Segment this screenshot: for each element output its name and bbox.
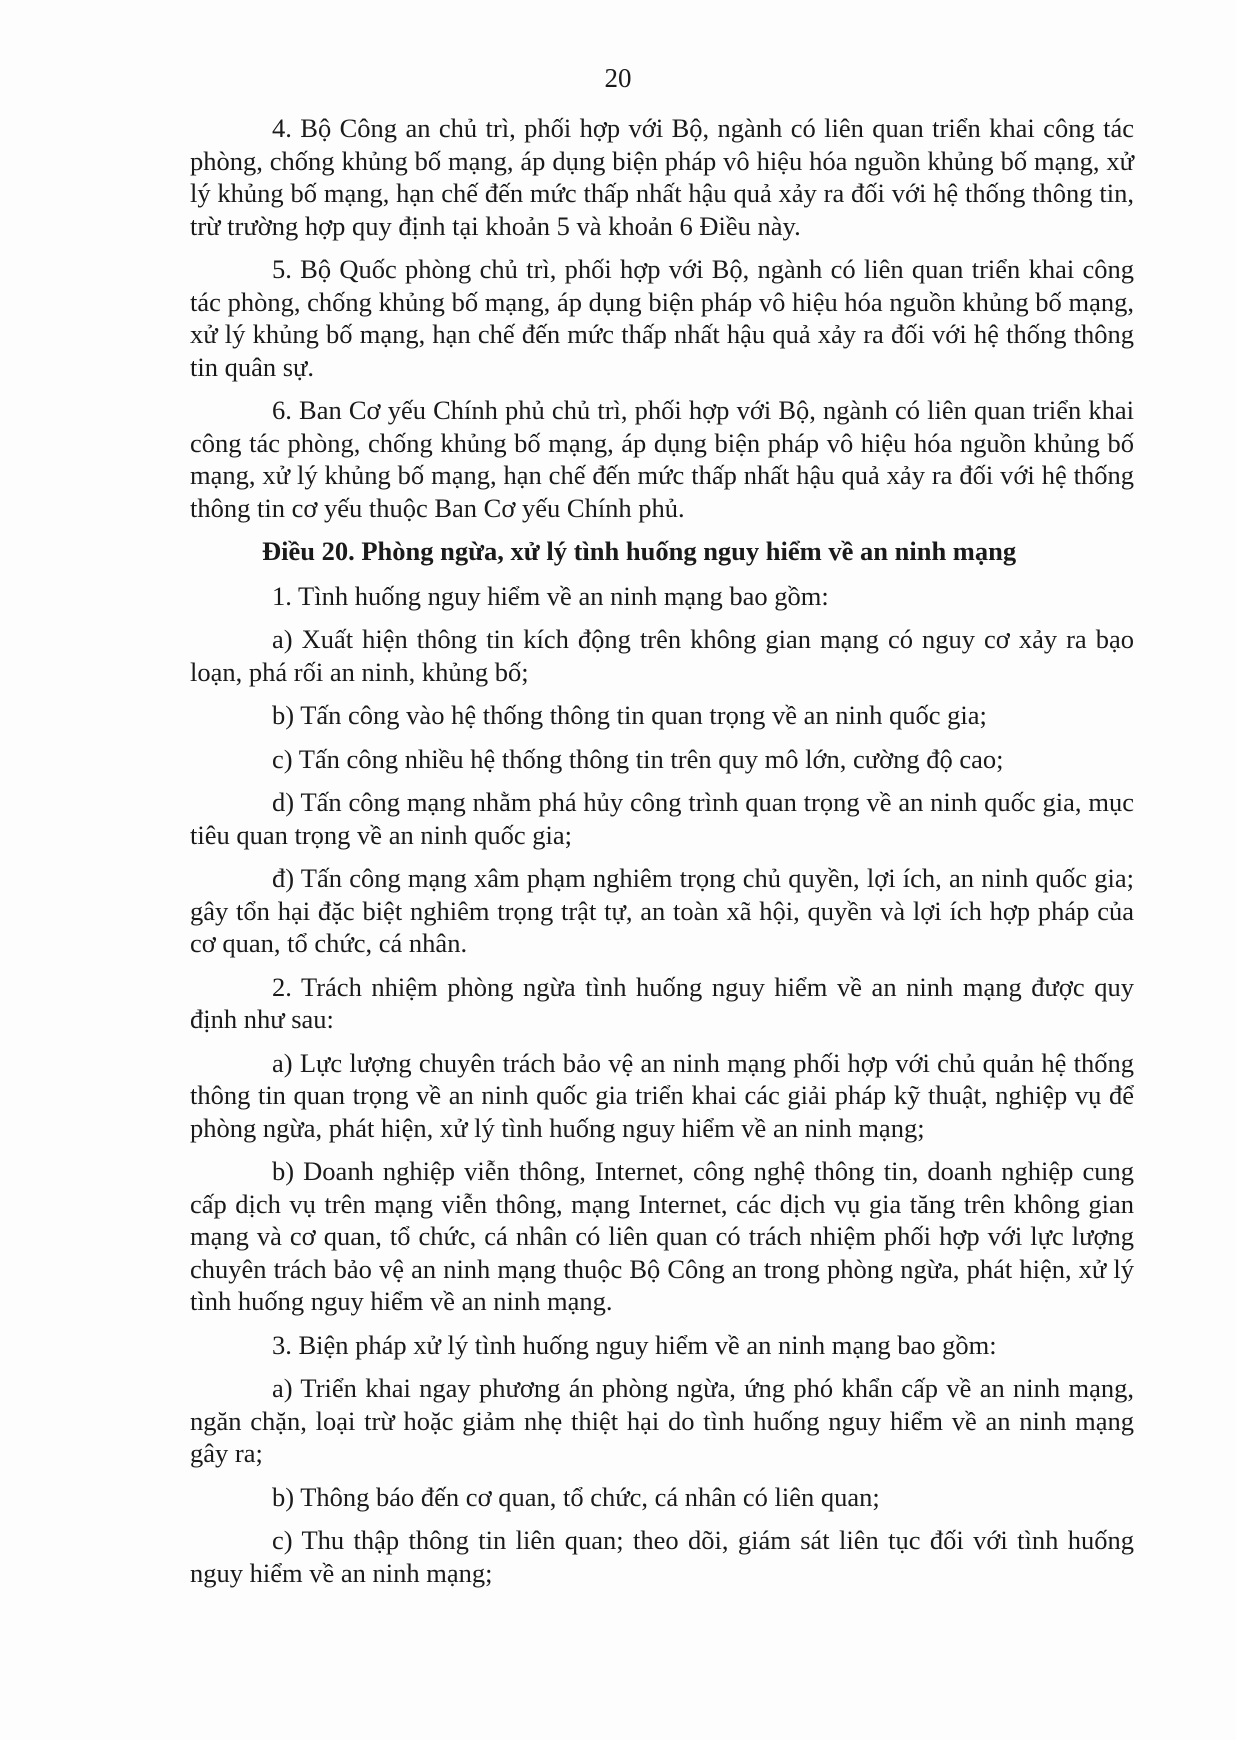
clause-2-point-a: a) Lực lượng chuyên trách bảo vệ an ninh mạng phối hợp với chủ quản hệ thống thông tin quan trọng về an ninh quốc gia triển khai các giải pháp kỹ thuật, nghiệp vụ để phòng ngừa, phát hiện, xử lý tình huống nguy hiểm về an ninh mạng;: [190, 1047, 1134, 1143]
clause-3-point-c: c) Thu thập thông tin liên quan; theo dõi, giám sát liên tục đối với tình huống nguy hiểm về an ninh mạng;: [190, 1525, 1134, 1588]
article-20-clause-2: 2. Trách nhiệm phòng ngừa tình huống nguy hiểm về an ninh mạng được quy định như sau:: [190, 971, 1134, 1034]
clause-1-point-d: d) Tấn công mạng nhằm phá hủy công trình quan trọng về an ninh quốc gia, mục tiêu quan trọng về an ninh quốc gia;: [190, 787, 1134, 850]
clause-1-point-b: b) Tấn công vào hệ thống thông tin quan trọng về an ninh quốc gia;: [272, 700, 987, 730]
clause-4-paragraph: 4. Bộ Công an chủ trì, phối hợp với Bộ, ngành có liên quan triển khai công tác phòng, chống khủng bố mạng, áp dụng biện pháp vô hiệu hóa nguồn khủng bố mạng, xử lý khủng bố mạng, hạn chế đến mức thấp nhất hậu quả xảy ra đối với hệ thống thông tin, trừ trường hợp quy định tại khoản 5 và khoản 6 Điều này.: [190, 113, 1134, 241]
article-20-clause-1: 1. Tình huống nguy hiểm về an ninh mạng bao gồm:: [272, 580, 829, 611]
article-20-heading: Điều 20. Phòng ngừa, xử lý tình huống nguy hiểm về an ninh mạng: [262, 536, 1017, 566]
document-body: [190, 112, 1134, 1600]
article-20-clause-3: 3. Biện pháp xử lý tình huống nguy hiểm về an ninh mạng bao gồm:: [272, 1329, 997, 1360]
clause-5-paragraph: 5. Bộ Quốc phòng chủ trì, phối hợp với Bộ, ngành có liên quan triển khai công tác phòng, chống khủng bố mạng, áp dụng biện pháp vô hiệu hóa nguồn khủng bố mạng, xử lý khủng bố mạng, hạn chế đến mức thấp nhất hậu quả xảy ra đối với hệ thống thông tin quân sự.: [190, 254, 1134, 382]
page-number: 20: [604, 63, 632, 93]
clause-1-point-c: c) Tấn công nhiều hệ thống thông tin trên quy mô lớn, cường độ cao;: [272, 743, 1004, 774]
clause-1-point-dd: đ) Tấn công mạng xâm phạm nghiêm trọng chủ quyền, lợi ích, an ninh quốc gia; gây tổn hại đặc biệt nghiêm trọng trật tự, an toàn xã hội, quyền và lợi ích hợp pháp của cơ quan, tổ chức, cá nhân.: [190, 863, 1134, 958]
clause-3-point-b: b) Thông báo đến cơ quan, tổ chức, cá nhân có liên quan;: [272, 1481, 880, 1512]
clause-1-point-a: a) Xuất hiện thông tin kích động trên không gian mạng có nguy cơ xảy ra bạo loạn, phá rối an ninh, khủng bố;: [190, 624, 1134, 687]
clause-6-paragraph: 6. Ban Cơ yếu Chính phủ chủ trì, phối hợp với Bộ, ngành có liên quan triển khai công tác phòng, chống khủng bố mạng, áp dụng biện pháp vô hiệu hóa nguồn khủng bố mạng, xử lý khủng bố mạng, hạn chế đến mức thấp nhất hậu quả xảy ra đối với hệ thống thông tin cơ yếu thuộc Ban Cơ yếu Chính phủ.: [190, 395, 1134, 523]
clause-2-point-b: b) Doanh nghiệp viễn thông, Internet, công nghệ thông tin, doanh nghiệp cung cấp dịch vụ trên mạng viễn thông, mạng Internet, các dịch vụ gia tăng trên không gian mạng và cơ quan, tổ chức, cá nhân có liên quan có trách nhiệm phối hợp với lực lượng chuyên trách bảo vệ an ninh mạng thuộc Bộ Công an trong phòng ngừa, phát hiện, xử lý tình huống nguy hiểm về an ninh mạng.: [190, 1156, 1134, 1316]
clause-3-point-a: a) Triển khai ngay phương án phòng ngừa, ứng phó khẩn cấp về an ninh mạng, ngăn chặn, loại trừ hoặc giảm nhẹ thiệt hại do tình huống nguy hiểm về an ninh mạng gây ra;: [190, 1373, 1134, 1468]
